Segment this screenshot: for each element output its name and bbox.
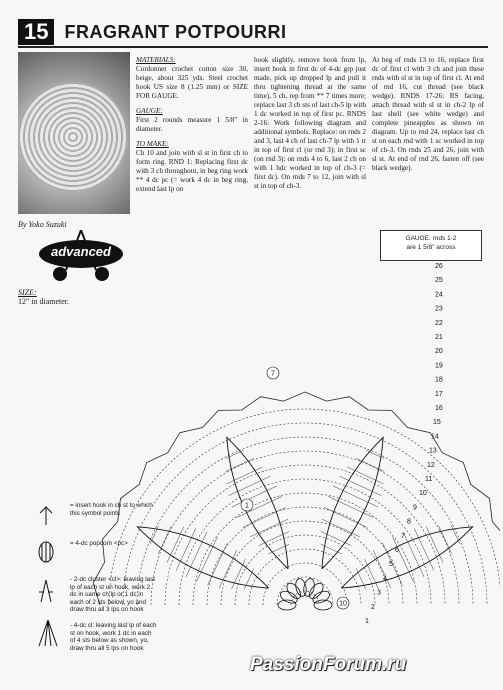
round-number-25: 25 [435, 277, 443, 285]
round-number-13: 13 [429, 447, 437, 455]
size-value: 12" in diameter. [18, 297, 70, 306]
to-make-text: Ch 10 and join with sl st in first ch to form ring. RND 1: Replacing first dc with 3 ch throughout, in beg ring work ** 4 dc pc (= work 4 dc in beg ring, extend last lp on [136, 149, 248, 193]
to-make-heading: TO MAKE: [136, 140, 169, 148]
round-number-23: 23 [435, 305, 443, 313]
round-number-26: 26 [435, 263, 443, 270]
round-number-2: 2 [371, 603, 375, 611]
round-number-15: 15 [433, 419, 441, 427]
chart-pineapple-row [219, 550, 237, 588]
doily-photo-detail [18, 82, 128, 192]
round-number-20: 20 [435, 348, 443, 356]
chart-pineapple-row [373, 550, 391, 588]
round-number-6: 6 [395, 547, 399, 554]
legend-popcorn: = 4-dc popcorn <pc> [70, 540, 128, 547]
legend-insert-hook: = insert hook in ch st to which this symbol points [70, 502, 153, 517]
round-number-18: 18 [435, 376, 443, 384]
site-watermark: PassionForum.ru [250, 654, 407, 675]
instructions-text-3: At beg of rnds 13 to 16, replace first dc of first cl with 3 ch and join these rnds with sl st in top of first cl. At end of rnd 16, cut thread (see black wedge). RNDS 17-26: RS facing, attach thread with sl st in ch-2 lp of last shell (see white wedge) and complete pineapples as shown on diagram. Up to rnd 24, replace last ch st on each rnd with 1 sc worked in top of ch-3. On rnds 25 and 26, join with sl st. At end of rnd 26, fasten off (see black wedge). [372, 56, 484, 172]
skill-level-label: advanced [51, 244, 111, 259]
chart-pineapple-row [322, 519, 360, 537]
chart-center-petal [307, 581, 326, 601]
round-number-9: 9 [413, 504, 417, 512]
round-number-21: 21 [435, 334, 443, 341]
inner-label-10: 10 [339, 600, 347, 608]
chart-inner-labels [241, 367, 349, 609]
pattern-header [18, 18, 498, 46]
chart-ring-9 [179, 479, 431, 605]
header-rule [18, 46, 488, 48]
round-number-19: 19 [435, 362, 443, 370]
round-number-1: 1 [365, 618, 369, 625]
round-number-17: 17 [435, 390, 443, 398]
chart-center-petal [311, 589, 332, 606]
round-number-4: 4 [383, 575, 387, 583]
instructions-text-2: hook slightly, remove hook from lp, insert hook in first dc of 4-dc grp just made, pick up dropped lp and pull it thru tightening thread at the same time), 5 ch, rep from ** 7 times more; replace last 3 ch sts of last ch-5 lp with 1 dc worked in top of first pc. RNDS 2-16: Work following diagram and additional symbols. Replace: on rnds 2 and 3, last 4 ch of last ch-7 lp with 1 tr in top of first cl (or rnd 3); in first sc (on rnd 3); on rnds 4 to 6, last 2 ch on with 1 hdc worked in top of ch-3 (= first dc). On rnds 7 to 12, join with sl st in top of ch-3. [254, 56, 366, 190]
legend-2dc-cluster: - 2-dc cluster <cl>: leaving last lp of each st on hook, work 2 dc in same ch lp or 1 dc in each of 2 sts below, yo and draw thru all 3 lps on hook [70, 576, 156, 613]
gauge-text: First 2 rounds measure 1 5/8" in diameter. [136, 116, 248, 133]
instructions-column-3 [372, 56, 484, 173]
round-number-16: 16 [435, 405, 443, 412]
chart-pineapples [137, 437, 472, 610]
pattern-number: 15 [18, 19, 54, 45]
popcorn-icon [36, 540, 56, 571]
chart-ring-12 [137, 437, 473, 605]
chart-ring-8 [193, 493, 417, 605]
doily-photo [18, 52, 130, 214]
two-dc-cluster-icon [36, 578, 56, 609]
round-number-8: 8 [407, 518, 411, 526]
gauge-box-line-1: GAUGE: rnds 1-2 [405, 235, 457, 242]
round-number-7: 7 [401, 532, 405, 540]
chart-center-petal [279, 589, 300, 606]
legend-4dc-cluster: - 4-dc cl: leaving last lp of each st on hook, work 1 dc in each of 4 sts below as shown, yo, draw thru all 5 lps on hook [70, 622, 157, 652]
gauge-heading: GAUGE: [136, 107, 163, 115]
gauge-box-line-2: are 1 5/8" across [406, 244, 456, 251]
designer-byline: By Yoko Suzuki [18, 220, 67, 229]
chart-ring-11 [151, 451, 459, 605]
pattern-title: FRAGRANT POTPOURRI [64, 21, 287, 42]
chart-pineapple-row [426, 527, 443, 563]
inner-label-1: 1 [245, 502, 249, 510]
round-number-3: 3 [377, 589, 381, 597]
round-number-5: 5 [389, 561, 393, 569]
chart-ring-4 [249, 549, 361, 605]
four-dc-cluster-icon [36, 618, 60, 653]
instructions-column-2 [254, 56, 366, 191]
round-number-22: 22 [435, 319, 443, 327]
round-number-11: 11 [425, 476, 433, 483]
round-number-12: 12 [427, 461, 435, 469]
materials-heading: MATERIALS: [136, 56, 176, 64]
materials-text: Cordonnet crochet cotton size 30, beige, about 325 yds. Steel crochet hook US size 8 (1.25 mm) or SIZE FOR GAUGE. [136, 65, 248, 100]
round-number-10: 10 [419, 490, 427, 498]
round-number-24: 24 [435, 291, 443, 299]
chart-pineapple-row [250, 519, 288, 537]
insert-hook-icon [36, 505, 56, 532]
round-number-14: 14 [431, 433, 439, 441]
inner-label-7: 7 [271, 370, 275, 378]
size-heading: SIZE: [18, 288, 37, 297]
instructions-column-1 [136, 56, 248, 194]
